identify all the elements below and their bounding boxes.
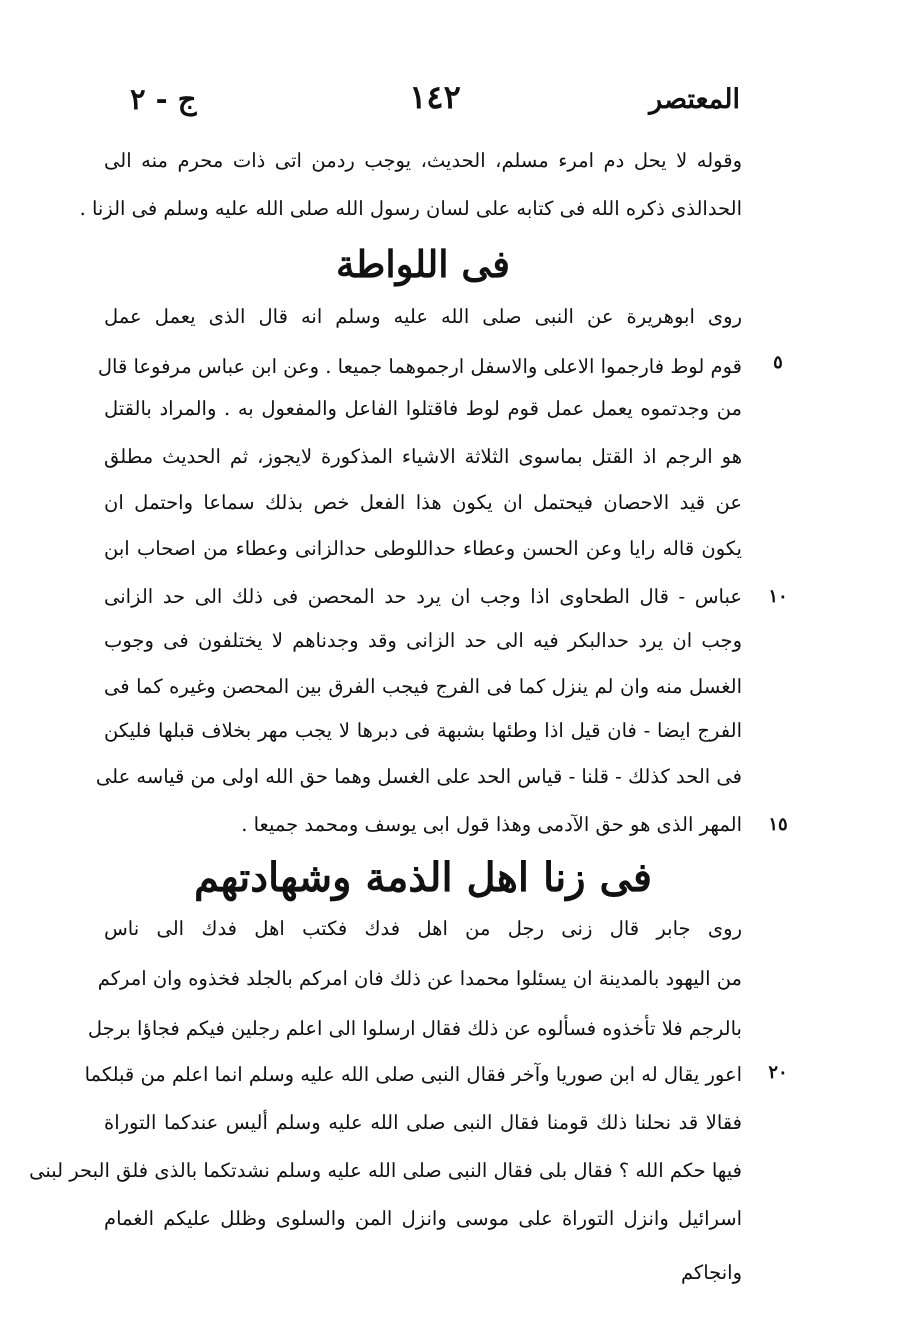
section-heading: فى اللواطة (336, 242, 510, 286)
line-number: ١٠ (768, 586, 788, 607)
text-line: فيها حكم الله ؟ فقال بلى فقال النبى صلى الله عليه وسلم نشدتكما بالذى فلق البحر لبنى (29, 1159, 742, 1182)
section-heading: فى زنا اهل الذمة وشهادتهم (194, 854, 652, 901)
text-line: يكون قاله رايا وعن الحسن وعطاء حداللوطى حدالزانى وعطاء من اصحاب ابن (104, 537, 742, 560)
text-line: الحدالذى ذكره الله فى كتابه على لسان رسول الله صلى الله عليه وسلم فى الزنا . (79, 197, 742, 220)
text-line: اسرائيل وانزل التوراة على موسى وانزل المن والسلوى وظلل عليكم الغمام (104, 1207, 742, 1230)
text-line: فى الحد كذلك - قلنا - قياس الحد على الغسل وهما حق الله اولى من قياسه على (95, 765, 742, 788)
text-line: بالرجم فلا تأخذوه فسألوه عن ذلك فقال ارسلوا الى اعلم رجلين فيكم فجاؤا برجل (87, 1017, 742, 1040)
text-line: اعور يقال له ابن صوريا وآخر فقال النبى صلى الله عليه وسلم انما اعلم من قبلكما (84, 1063, 742, 1086)
text-line: هو الرجم اذ القتل بماسوى الثلاثة الاشياء المذكورة لايجوز، ثم الحديث مطلق (104, 445, 742, 468)
page-header (130, 78, 740, 128)
volume-label: ج - ٢ (130, 82, 197, 116)
text-line: فقالا قد نحلنا ذلك قومنا فقال النبى صلى الله عليه وسلم أليس عندكما التوراة (104, 1111, 742, 1134)
text-line: الفرج ايضا - فان قيل اذا وطئها بشبهة فى دبرها لا يجب مهر بخلاف قبلها فليكن (104, 719, 742, 742)
text-line: من اليهود بالمدينة ان يسئلوا محمدا عن ذلك فان امركم بالجلد فخذوه وان امركم (97, 967, 742, 990)
text-line: وانجاكم (680, 1261, 742, 1284)
page-number: ١٤٢ (409, 78, 461, 116)
text-line: قوم لوط فارجموا الاعلى والاسفل ارجموهما جميعا . وعن ابن عباس مرفوعا قال (97, 355, 742, 378)
text-line: وجب ان يرد حدالبكر فيه الى حد الزانى وقد وجدناهم لا يختلفون فى وجوب (104, 629, 742, 652)
line-number: ٥ (773, 352, 783, 373)
text-line: عباس - قال الطحاوى اذا وجب ان يرد حد المحصن فى ذلك الى حد الزانى (104, 585, 742, 608)
text-line: المهر الذى هو حق الآدمى وهذا قول ابى يوسف ومحمد جميعا . (241, 813, 742, 836)
line-number: ١٥ (768, 814, 788, 835)
text-line: روى ابوهريرة عن النبى صلى الله عليه وسلم انه قال الذى يعمل عمل (104, 305, 742, 328)
text-line: وقوله لا يحل دم امرء مسلم، الحديث، يوجب ردمن اتى ذات محرم منه الى (104, 149, 742, 172)
text-line: عن قيد الاحصان فيحتمل ان يكون هذا الفعل خص بذلك سماعا واحتمل ان (104, 491, 742, 514)
book-title: المعتصر (649, 84, 740, 115)
text-line: من وجدتموه يعمل عمل قوم لوط فاقتلوا الفاعل والمفعول به . والمراد بالقتل (104, 397, 742, 420)
line-number: ٢٠ (768, 1062, 788, 1083)
text-line: روى جابر قال زنى رجل من اهل فدك فكتب اهل فدك الى ناس (104, 917, 742, 940)
text-line: الغسل منه وان لم ينزل كما فى الفرج فيجب الفرق بين المحصن وغيره كما فى (104, 675, 742, 698)
